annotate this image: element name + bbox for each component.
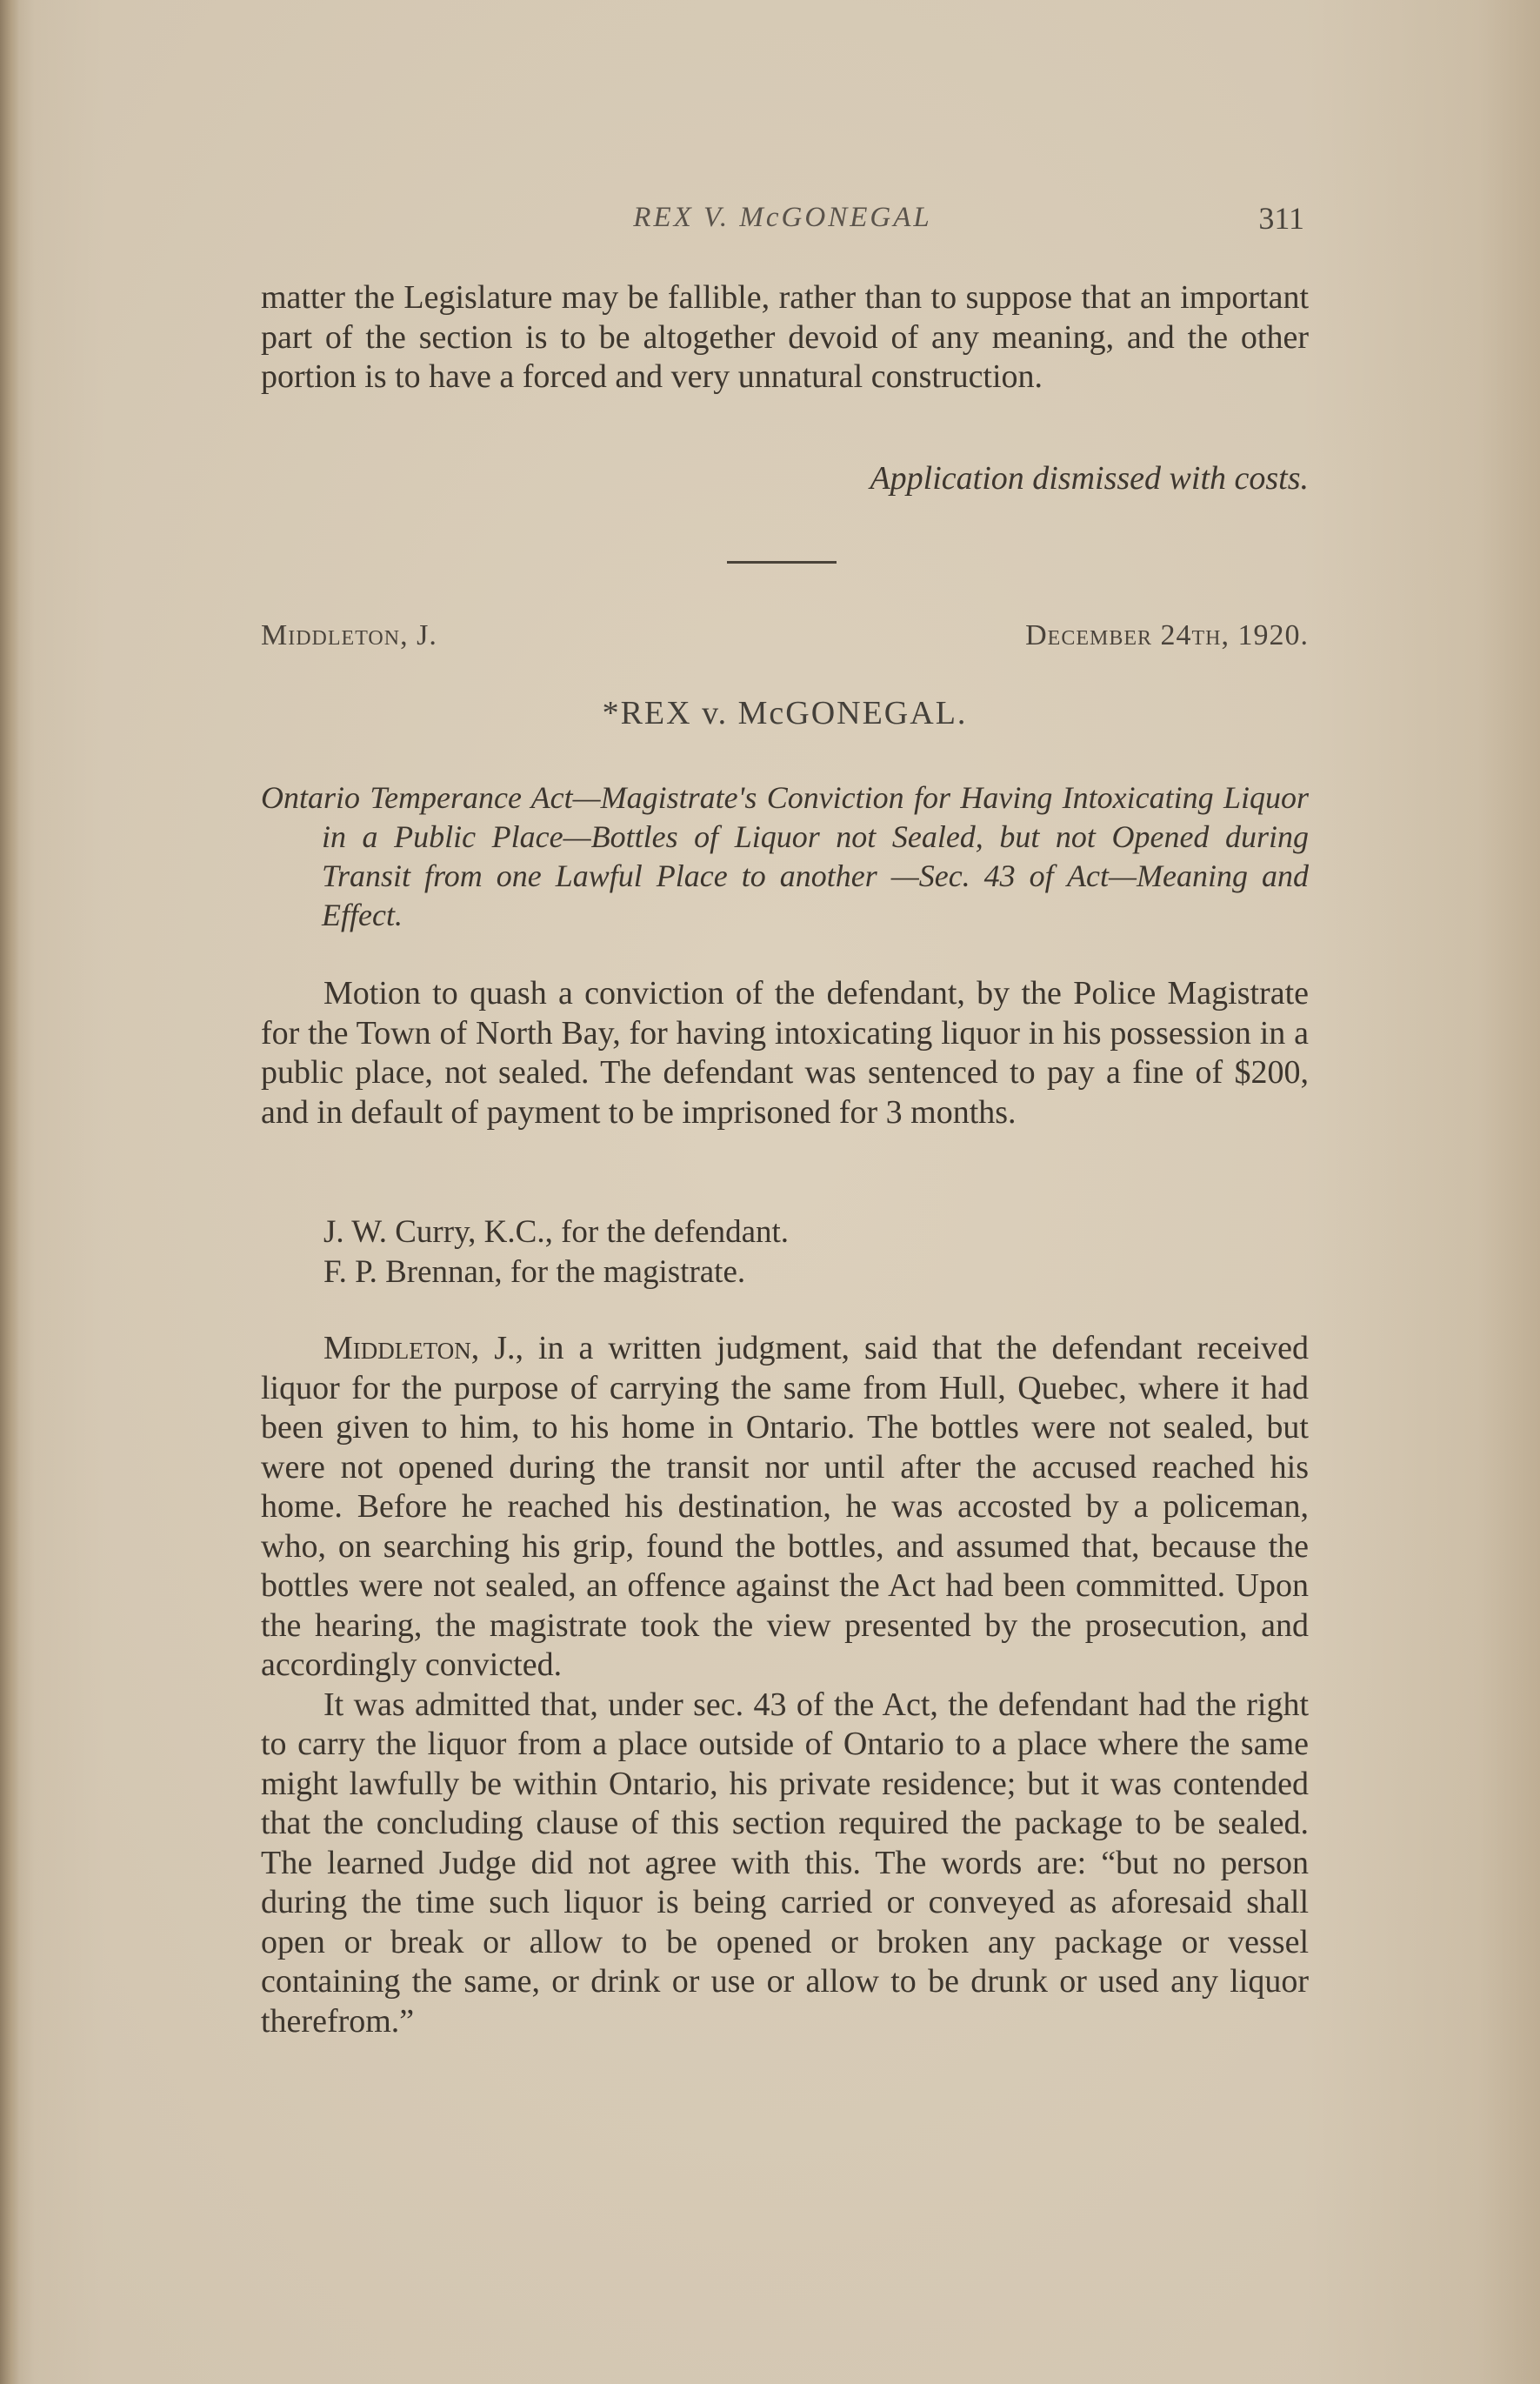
continuation-text <box>261 278 1309 397</box>
judgment-text <box>261 1329 1309 2041</box>
counsel-defendant: J. W. Curry, K.C., for the defendant. <box>323 1214 790 1250</box>
judge-date-line <box>261 619 1309 663</box>
headnote: Ontario Temperance Act—Magistrate's Conviction for Having Intoxicating Liquor in a Public Place—Bottles of Liquor not Sealed, but not Opened during Transit from one Lawful Place to another —Sec. 43 of Act—Meaning and Effect. <box>261 780 1309 932</box>
section-divider <box>727 561 837 564</box>
judge-name: Middleton, J. <box>261 619 437 651</box>
motion-text <box>261 974 1309 1132</box>
judgment-paragraph-2: It was admitted that, under sec. 43 of the Act, the defendant had the right to carry the liquor from a place outside of Ontario to a place where the same might lawfully be within Ontario, his private residence; but it was contended that the concluding clause of this section required the package to be sealed. The learned Judge did not agree with this. The words are: “but no person during the time such liquor is being carried or conveyed as aforesaid shall open or break or allow to be opened or broken any package or vessel containing the same, or drink or use or allow to be drunk or used any liquor therefrom.” <box>261 1686 1309 2040</box>
case-title: *REX v. McGONEGAL. <box>602 695 968 731</box>
motion-paragraph: Motion to quash a conviction of the defendant, by the Police Magistrate for the Town of North Bay, for having intoxicating liquor in his possession in a public place, not sealed. The defendant was sentenced to pay a fine of $200, and in default of payment to be imprisoned for 3 months. <box>261 975 1309 1131</box>
counsel-list <box>323 1212 789 1292</box>
judgment-judge-name: Middleton <box>323 1330 471 1366</box>
judgment-date: December 24th, 1920. <box>1025 619 1309 651</box>
continuation-paragraph: matter the Legislature may be fallible, rather than to suppose that an important part of the section is to be altogether devoid of any meaning, and the other portion is to have a forced and very unnatural construction. <box>261 279 1309 395</box>
judgment-paragraph-1-body: , J., in a written judgment, said that the defendant received liquor for the purpose of carrying the same from Hull, Quebec, where it had been given to him, to his home in Ontario. The bottles were not sealed, but were not opened during the transit nor until after the accused reached his home. Before he reached his destination, he was accosted by a policeman, who, on searching his grip, found the bottles, and assumed that, because the bottles were not sealed, an offence against the Act had been committed. Upon the hearing, the magistrate took the view presented by the prosecution, and accordingly convicted. <box>261 1330 1309 1683</box>
page-spine-shadow <box>0 0 19 2384</box>
case-result: Application dismissed with costs. <box>870 460 1309 497</box>
judgment-paragraph-1 <box>261 1329 1309 1686</box>
running-head: REX V. McGONEGAL <box>633 202 932 233</box>
page-header <box>261 202 1304 245</box>
page-number: 311 <box>1258 201 1304 236</box>
counsel-magistrate: F. P. Brennan, for the magistrate. <box>323 1254 746 1290</box>
